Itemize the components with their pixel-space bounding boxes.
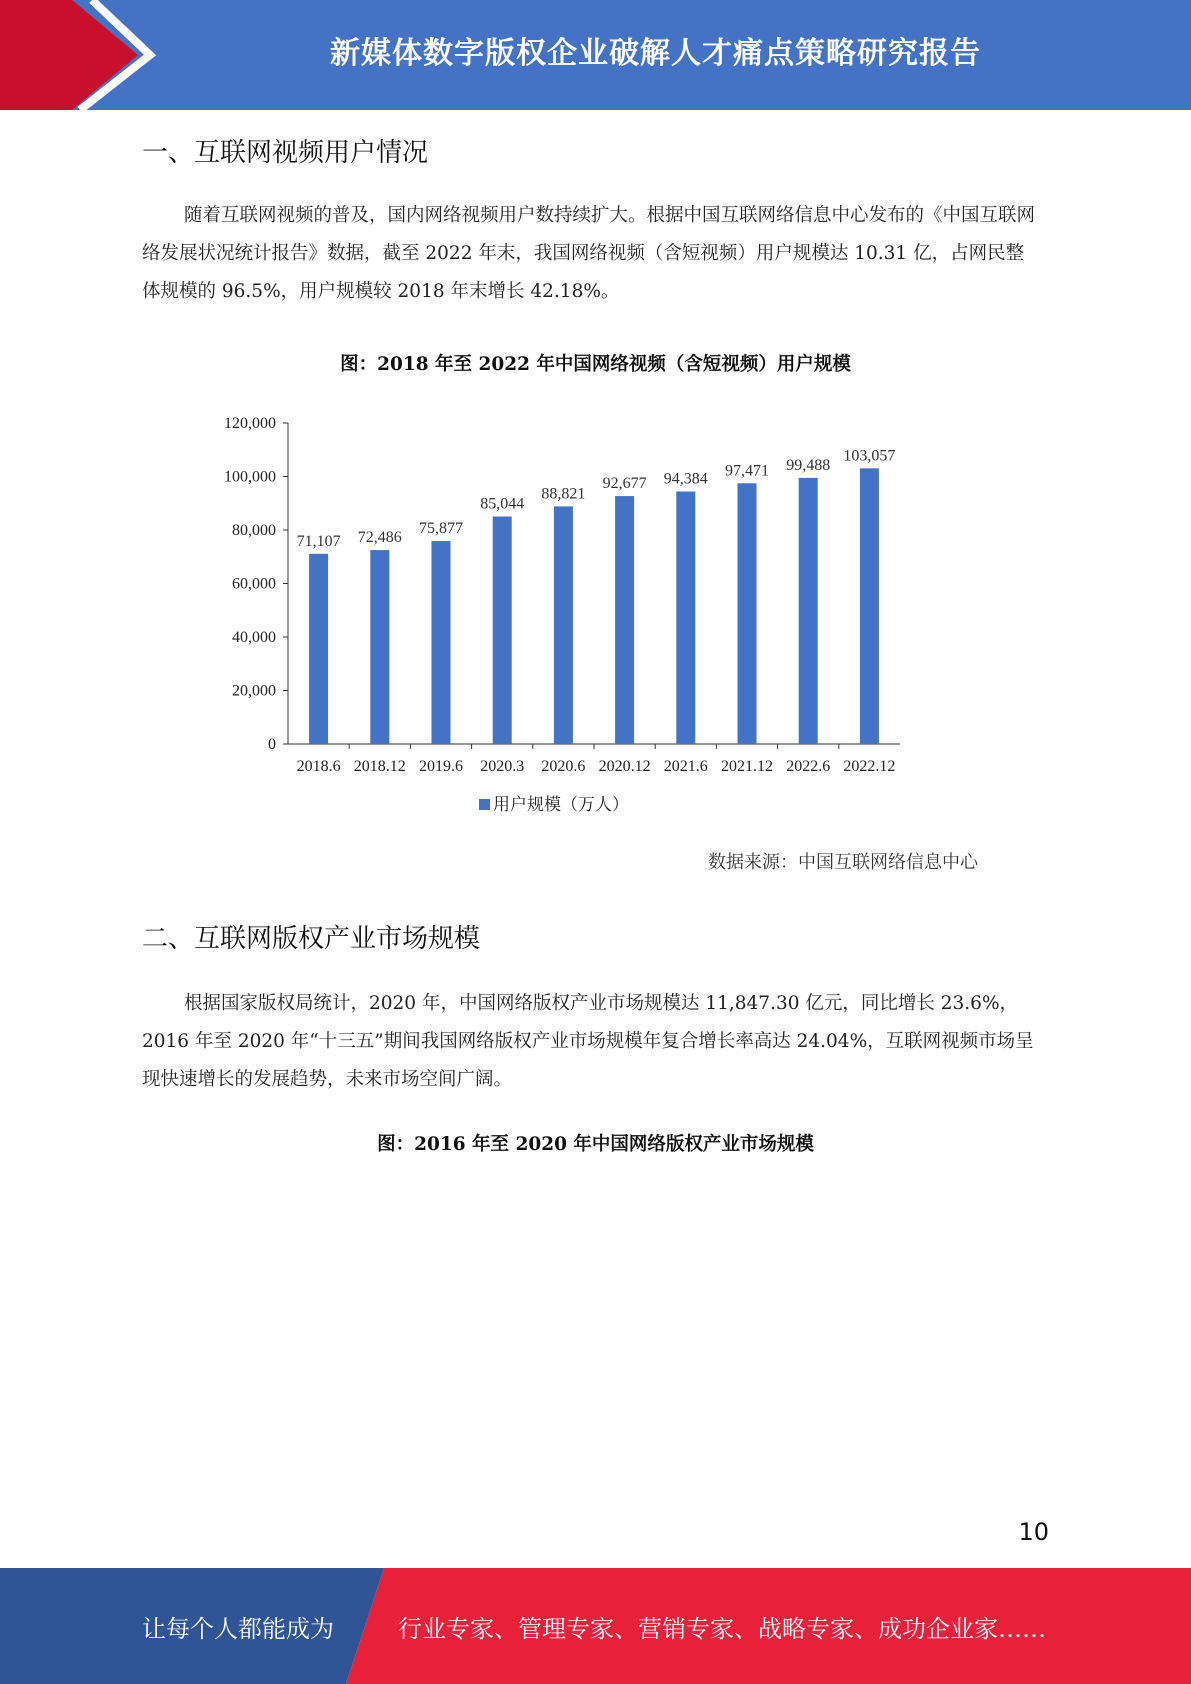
bar: [799, 478, 818, 744]
bar: [432, 541, 451, 744]
report-title: 新媒体数字版权企业破解人才痛点策略研究报告: [330, 36, 981, 71]
data-label: 92,677: [602, 475, 647, 493]
data-label: 71,107: [296, 532, 341, 550]
header-band: [0, 0, 1191, 110]
y-tick-label: 100,000: [224, 468, 276, 486]
data-label: 88,821: [541, 485, 586, 503]
bar: [370, 550, 389, 744]
video-users-bar-chart: [190, 400, 930, 830]
bar: [554, 506, 573, 744]
x-tick-label: 2018.12: [353, 758, 406, 775]
section-heading-video-users: 一、互联网视频用户情况: [142, 138, 429, 168]
x-tick-label: 2021.6: [663, 758, 708, 775]
data-label: 97,471: [725, 462, 769, 480]
data-label: 75,877: [419, 520, 463, 538]
footer-band: [0, 1568, 1191, 1684]
legend-label: 用户规模（万人）: [493, 795, 629, 814]
data-label: 72,486: [357, 529, 402, 547]
bar: [309, 554, 328, 744]
header-chevron-decoration: [0, 0, 160, 110]
data-label: 99,488: [786, 456, 831, 474]
figure-caption-video-users: 图：2018 年至 2022 年中国网络视频（含短视频）用户规模: [340, 354, 851, 375]
y-tick-label: 40,000: [232, 629, 276, 646]
data-source-note: 数据来源：中国互联网络信息中心: [708, 852, 978, 873]
bar: [676, 492, 695, 744]
data-label: 103,057: [843, 447, 896, 465]
x-tick-label: 2022.12: [843, 758, 896, 775]
bar: [615, 496, 634, 744]
x-tick-label: 2020.6: [541, 758, 586, 775]
page-number: 10: [1018, 1518, 1049, 1546]
section-heading-copyright-market: 二、互联网版权产业市场规模: [142, 924, 481, 954]
x-tick-label: 2022.6: [786, 758, 831, 775]
x-tick-label: 2021.12: [721, 758, 773, 775]
section1-paragraph: 随着互联网视频的普及，国内网络视频用户数持续扩大。根据中国互联网络信息中心发布的《中国互联网络发展状况统计报告》数据，截至 2022 年末，我国网络视频（含短视频）用户规模达 10.31 亿，占网民整体规模的 96.5%，用户规模较 2018 年末增长 42.18%。: [142, 205, 1036, 302]
y-tick-label: 20,000: [232, 682, 276, 700]
data-label: 85,044: [480, 495, 525, 513]
legend-swatch: [479, 799, 490, 810]
footer-slogan-left: 让每个人都能成为: [142, 1614, 334, 1643]
data-label: 94,384: [663, 470, 708, 488]
y-tick-label: 0: [268, 736, 276, 753]
bar: [738, 483, 757, 744]
y-tick-label: 60,000: [232, 575, 276, 593]
figure-caption-copyright-market: 图：2016 年至 2020 年中国网络版权产业市场规模: [377, 1134, 814, 1155]
bar: [860, 468, 879, 744]
section2-paragraph: 根据国家版权局统计，2020 年，中国网络版权产业市场规模达 11,847.30 亿元，同比增长 23.6%，2016 年至 2020 年“十三五”期间我国网络版权产业市场规模年复合增长率高达 24.04%，互联网视频市场呈现快速增长的发展趋势，未来市场空间广阔。: [142, 993, 1034, 1090]
x-tick-label: 2019.6: [419, 758, 463, 775]
x-tick-label: 2020.12: [598, 758, 651, 775]
y-tick-label: 80,000: [232, 522, 276, 539]
x-tick-label: 2018.6: [296, 758, 341, 775]
footer-slogan-right: 行业专家、管理专家、营销专家、战略专家、成功企业家……: [398, 1614, 1046, 1643]
y-tick-label: 120,000: [224, 415, 276, 432]
bar: [493, 517, 512, 744]
x-tick-label: 2020.3: [480, 758, 525, 775]
